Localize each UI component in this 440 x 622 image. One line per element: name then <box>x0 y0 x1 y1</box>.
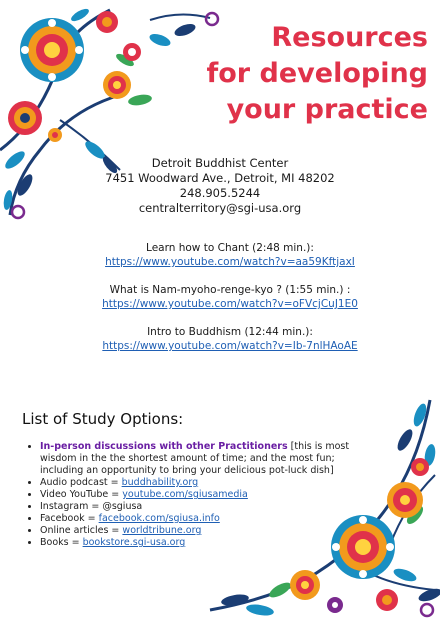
item-label: Video YouTube = <box>40 489 123 500</box>
item-label: Books = <box>40 537 83 548</box>
center-email: centralterritory@sgi-usa.org <box>138 201 302 215</box>
floral-decoration-bottom-right <box>205 395 440 622</box>
page-title <box>198 20 428 128</box>
center-name: Detroit Buddhist Center <box>151 156 289 170</box>
item-text: [this is most wisdom in the the shortest amount of time; and the most fun; including an opportunity to bring your delicious pot-luck dish] <box>40 441 350 476</box>
contact-block <box>100 156 340 216</box>
books-link[interactable]: bookstore.sgi-usa.org <box>82 537 186 548</box>
articles-link[interactable]: worldtribune.org <box>122 525 202 536</box>
study-options-heading: List of Study Options: <box>22 410 184 428</box>
highlight-text: In-person discussions with other Practitioners <box>40 441 288 452</box>
video-links <box>60 241 400 367</box>
center-phone: 248.905.5244 <box>179 186 261 200</box>
youtube-link[interactable]: youtube.com/sgiusamedia <box>122 489 248 500</box>
item-label: Facebook = <box>40 513 99 524</box>
item-label: Instagram = @sgiusa <box>40 501 143 512</box>
title-line-3: your practice <box>226 94 428 125</box>
facebook-link[interactable]: facebook.com/sgiusa.info <box>98 513 220 524</box>
video-link[interactable]: https://www.youtube.com/watch?v=aa59KftjaxI <box>105 256 355 268</box>
item-label: Audio podcast = <box>40 477 122 488</box>
video-item <box>60 283 400 311</box>
title-line-2: for developing <box>206 58 428 89</box>
video-item <box>60 241 400 269</box>
item-label: Online articles = <box>40 525 123 536</box>
video-link[interactable]: https://www.youtube.com/watch?v=Ib-7nlHAoAE <box>102 340 358 352</box>
video-link[interactable]: https://www.youtube.com/watch?v=oFVcjCuJ1E0 <box>102 298 358 310</box>
video-item <box>60 325 400 353</box>
video-label: Learn how to Chant (2:48 min.): <box>146 242 314 254</box>
video-label: Intro to Buddhism (12:44 min.): <box>147 326 313 338</box>
podcast-link[interactable]: buddhability.org <box>121 477 199 488</box>
title-line-1: Resources <box>271 22 428 53</box>
center-address: 7451 Woodward Ave., Detroit, MI 48202 <box>105 171 335 185</box>
video-label: What is Nam-myoho-renge-kyo ? (1:55 min.) : <box>109 284 351 296</box>
